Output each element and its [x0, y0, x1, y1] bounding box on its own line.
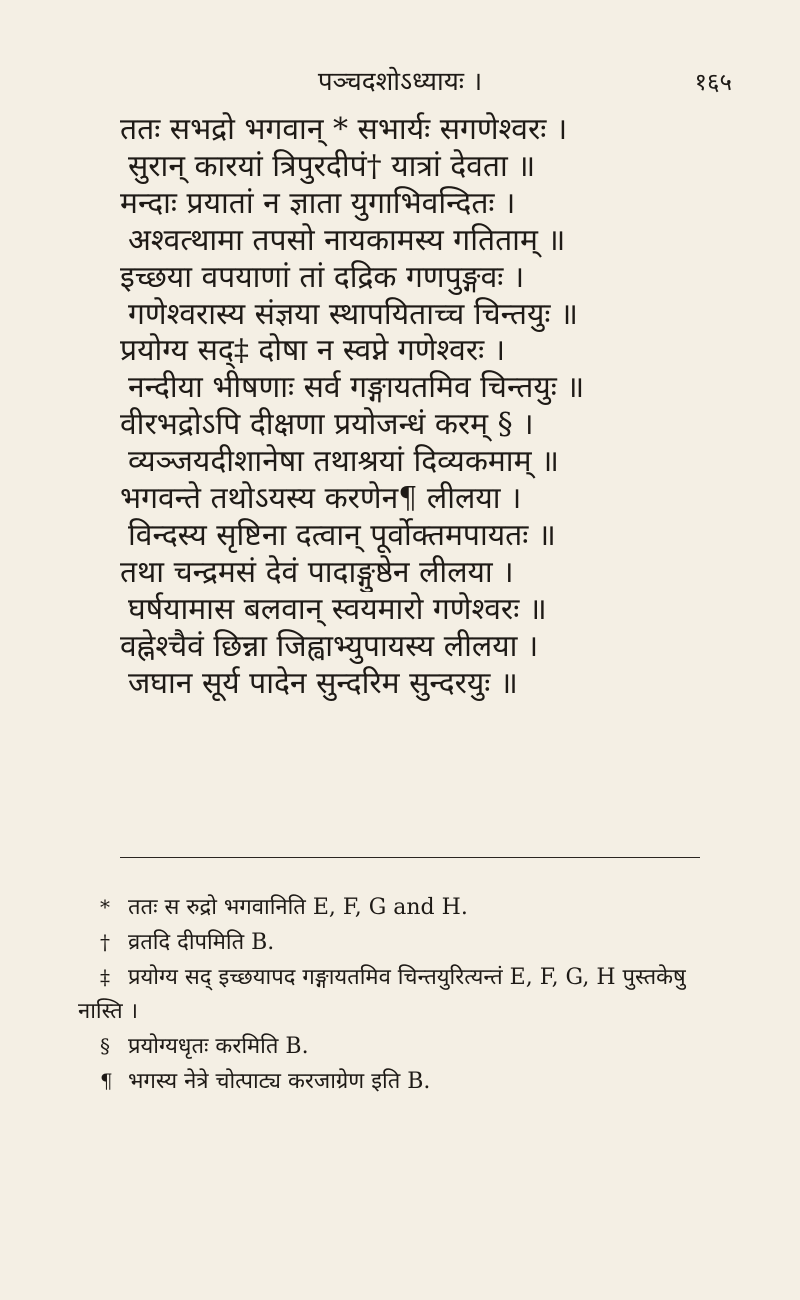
footnote-text: ततः स रुद्रो भगवानिति E, F, G and H.	[128, 895, 468, 920]
chapter-title: पञ्चदशोऽध्यायः ।	[317, 67, 483, 97]
footnote-text: प्रयोग्य सद्‌ इच्छयापद गङ्गायतमिव चिन्तयुरित्यन्तं E, F, G, H पुस्तकेषु	[128, 965, 686, 990]
verse-block	[120, 112, 760, 703]
verse-line: व्यञ्जयदीशानेषा तथाश्रयां दिव्यकमाम् ॥	[128, 444, 560, 480]
verse-line: घर्षयामास बलवान् स्वयमारो गणेश्वरः ॥	[128, 591, 547, 627]
verse-line: ततः सभद्रो भगवान् * सभार्यः सगणेश्वरः ।	[120, 112, 568, 147]
verse-line: नन्दीया भीषणाः सर्व गङ्गायतमिव चिन्तयुः ॥	[128, 370, 585, 406]
running-head	[0, 60, 800, 104]
footnote	[100, 925, 740, 960]
footnote-text: भगस्य नेत्रे चोत्पाट्य करजाग्रेण इति B.	[128, 1069, 431, 1094]
footnote-divider	[120, 857, 700, 858]
verse-line: जघान सूर्य पादेन सुन्दरिम सुन्दरयुः ॥	[128, 665, 518, 701]
footnote-mark: ¶	[100, 1069, 113, 1093]
footnote-text: प्रयोग्यधृतः करमिति B.	[128, 1034, 309, 1059]
verse-line: वीरभद्रोऽपि दीक्षणा प्रयोजन्धं करम् § ।	[120, 407, 534, 443]
verse-line: वह्नेश्चैवं छिन्ना जिह्वाभ्युपायस्य लीलया ।	[120, 628, 539, 664]
verse-line: अश्वत्थामा तपसो नायकामस्य गतिताम् ॥	[128, 222, 566, 258]
verse-line: प्रयोग्य सद्‌‡ दोषा न स्वप्ने गणेश्वरः ।	[120, 333, 506, 369]
footnote-mark: †	[100, 930, 110, 954]
verse-line: मन्दाः प्रयातां न ज्ञाता युगाभिवन्दितः ।	[120, 185, 516, 221]
footnote-text: व्रतदि दीपमिति B.	[128, 930, 275, 955]
verse-line: तथा चन्द्रमसं देवं पादाङ्गुष्ठेन लीलया ।	[120, 554, 514, 590]
page-number: १६५	[694, 68, 732, 96]
verse-line: विन्दस्य सृष्टिना दत्वान् पूर्वोक्तमपायतः ॥	[128, 517, 556, 553]
footnote	[100, 890, 740, 925]
footnote-mark: *	[100, 895, 110, 919]
verse-line: भगवन्ते तथोऽयस्य करणेन¶ लीलया ।	[120, 481, 522, 517]
footnote-mark: §	[100, 1034, 110, 1058]
verse-line: इच्छया वपयाणां तां दद्रिक गणपुङ्गवः ।	[120, 259, 525, 295]
footnote	[100, 1029, 740, 1064]
verse-line: सुरान् कारयां त्रिपुरदीपं† यात्रां देवता ॥	[128, 148, 536, 184]
footnote	[100, 960, 740, 995]
verse-line: गणेश्वरास्य संज्ञया स्थापयिताच्च चिन्तयुः ॥	[128, 296, 578, 332]
footnote	[100, 1064, 740, 1099]
footnote-mark: ‡	[100, 965, 110, 989]
footnotes	[78, 890, 740, 1099]
footnote-continuation: नास्ति ।	[78, 999, 139, 1024]
